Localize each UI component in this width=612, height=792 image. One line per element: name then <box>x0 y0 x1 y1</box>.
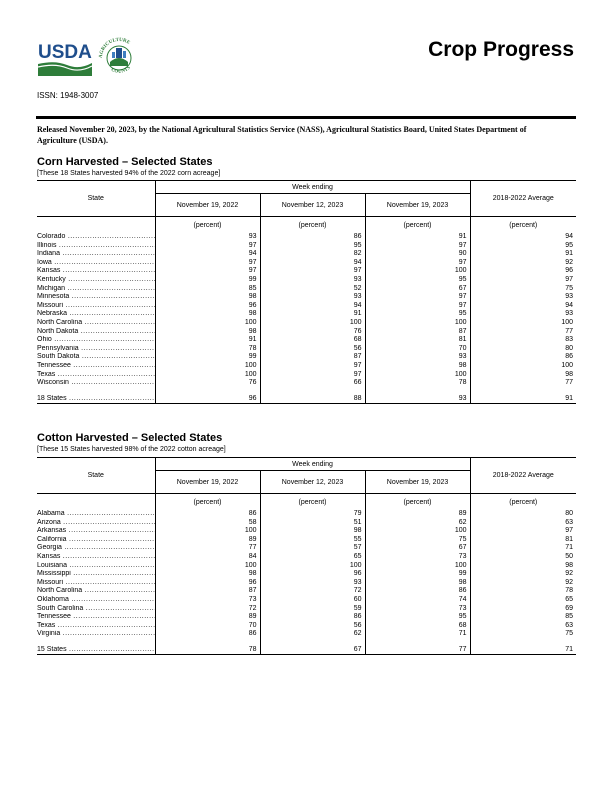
percent-value: 96 <box>155 302 260 311</box>
percent-value: 91 <box>155 336 260 345</box>
percent-value: 75 <box>365 536 470 545</box>
percent-value: 94 <box>260 302 365 311</box>
release-statement: Released November 20, 2023, by the National Agricultural Statistics Service (NASS), Agricultural Statistics Board, United States Department of Agriculture (USDA). <box>37 125 527 145</box>
percent-value: 60 <box>260 596 365 605</box>
percent-value: 92 <box>565 258 574 266</box>
percent-value: 97 <box>155 242 260 251</box>
percent-value: 98 <box>155 328 260 337</box>
unit-label: (percent) <box>365 494 470 511</box>
percent-value: 100 <box>365 562 470 571</box>
state-name-cell <box>37 319 155 328</box>
header-rule-thick <box>36 116 576 119</box>
state-name: Alabama ..... <box>37 510 155 517</box>
table-row <box>37 371 576 380</box>
unit-label: (percent) <box>365 217 470 234</box>
percent-value: 71 <box>365 630 470 639</box>
percent-value: 97 <box>365 293 470 302</box>
percent-value: 67 <box>365 285 470 294</box>
percent-value: 56 <box>260 345 365 354</box>
unit-label: (percent) <box>509 498 538 506</box>
percent-value: 58 <box>155 519 260 528</box>
percent-value: 100 <box>365 319 470 328</box>
state-name-cell <box>37 613 155 622</box>
state-name-cell <box>37 519 155 528</box>
percent-value: 72 <box>155 605 260 614</box>
state-name: Kansas ..... <box>37 267 155 274</box>
percent-value: 98 <box>365 362 470 371</box>
state-name: Tennessee ..... <box>37 362 155 369</box>
week-ending-header: Week ending <box>155 181 470 194</box>
state-name-cell <box>37 605 155 614</box>
state-name-cell <box>37 510 155 519</box>
state-name: North Carolina ..... <box>37 587 155 594</box>
state-name-cell <box>37 645 155 655</box>
unit-label: (percent) <box>260 217 365 234</box>
percent-value: 74 <box>365 596 470 605</box>
table-row <box>37 233 576 242</box>
percent-value: 97 <box>365 259 470 268</box>
percent-value: 80 <box>565 510 574 517</box>
state-name-cell <box>37 587 155 596</box>
percent-value: 94 <box>260 259 365 268</box>
percent-value: 100 <box>260 319 365 328</box>
percent-value: 100 <box>561 318 574 326</box>
percent-value: 100 <box>365 527 470 536</box>
percent-value: 97 <box>260 362 365 371</box>
agriculture-counts-seal <box>94 32 144 82</box>
average-column-header: 2018-2022 Average <box>470 181 576 217</box>
percent-value: 80 <box>565 344 574 352</box>
percent-value: 99 <box>155 276 260 285</box>
state-name-cell <box>37 630 155 639</box>
state-name-cell <box>37 553 155 562</box>
percent-value: 56 <box>260 622 365 631</box>
percent-value: 82 <box>260 250 365 259</box>
percent-value: 70 <box>155 622 260 631</box>
percent-value: 97 <box>365 242 470 251</box>
percent-value: 52 <box>260 285 365 294</box>
table-row <box>37 519 576 528</box>
unit-label: (percent) <box>509 221 538 229</box>
percent-value: 87 <box>365 328 470 337</box>
date-column-header: November 19, 2023 <box>365 471 470 494</box>
percent-value: 70 <box>365 345 470 354</box>
percent-value: 90 <box>365 250 470 259</box>
percent-value: 68 <box>365 622 470 631</box>
percent-value: 67 <box>365 544 470 553</box>
state-name-cell <box>37 362 155 371</box>
table-row <box>37 362 576 371</box>
state-name: Minnesota ..... <box>37 293 155 300</box>
percent-value: 97 <box>365 302 470 311</box>
percent-value: 100 <box>365 267 470 276</box>
svg-text:COUNTS: COUNTS <box>110 65 132 75</box>
cotton-section-title: Cotton Harvested – Selected States <box>37 432 223 444</box>
percent-value: 96 <box>260 570 365 579</box>
unit-row <box>37 494 576 511</box>
average-column-header: 2018-2022 Average <box>470 458 576 494</box>
percent-value: 100 <box>155 562 260 571</box>
percent-value: 79 <box>260 510 365 519</box>
percent-value: 100 <box>260 562 365 571</box>
percent-value: 99 <box>365 570 470 579</box>
percent-value: 94 <box>155 250 260 259</box>
percent-value: 98 <box>260 527 365 536</box>
table-row <box>37 267 576 276</box>
percent-value: 86 <box>260 613 365 622</box>
state-name: Texas ..... <box>37 622 155 629</box>
percent-value: 86 <box>260 233 365 242</box>
state-name: Colorado ..... <box>37 233 155 240</box>
percent-value: 78 <box>565 587 574 595</box>
percent-value: 91 <box>365 233 470 242</box>
percent-value: 87 <box>155 587 260 596</box>
percent-value: 76 <box>155 379 260 388</box>
state-name-cell <box>37 267 155 276</box>
percent-value: 67 <box>260 645 365 655</box>
percent-value: 51 <box>260 519 365 528</box>
percent-value: 97 <box>155 267 260 276</box>
table-row <box>37 379 576 388</box>
table-row <box>37 562 576 571</box>
state-name: Ohio ..... <box>37 336 155 343</box>
state-name-cell <box>37 250 155 259</box>
table-row <box>37 605 576 614</box>
state-name: Arizona ..... <box>37 519 155 526</box>
table-row <box>37 510 576 519</box>
percent-value: 86 <box>565 353 574 361</box>
table-row <box>37 276 576 285</box>
table-row <box>37 544 576 553</box>
corn-section-title: Corn Harvested – Selected States <box>37 156 213 168</box>
state-column-header: State <box>37 458 155 494</box>
issn-number: ISSN: 1948-3007 <box>37 91 99 100</box>
state-name-cell <box>37 379 155 388</box>
percent-value: 62 <box>365 519 470 528</box>
state-name-cell <box>37 285 155 294</box>
cotton-section-note: [These 15 States harvested 98% of the 2022 cotton acreage] <box>37 446 226 453</box>
table-row <box>37 302 576 311</box>
state-name: Arkansas ..... <box>37 527 155 534</box>
percent-value: 98 <box>565 370 574 378</box>
percent-value: 97 <box>565 527 574 535</box>
state-name: South Carolina ..... <box>37 605 155 612</box>
percent-value: 86 <box>155 510 260 519</box>
state-name: 15 States ..... <box>37 646 155 653</box>
unit-label: (percent) <box>155 494 260 511</box>
table-row <box>37 242 576 251</box>
state-name-cell <box>37 527 155 536</box>
state-name-cell <box>37 328 155 337</box>
percent-value: 71 <box>470 645 576 655</box>
table-row <box>37 622 576 631</box>
state-name-cell <box>37 570 155 579</box>
table-row <box>37 336 576 345</box>
state-name-cell <box>37 579 155 588</box>
percent-value: 100 <box>155 362 260 371</box>
percent-value: 95 <box>365 310 470 319</box>
state-name: California ..... <box>37 536 155 543</box>
table-row <box>37 310 576 319</box>
percent-value: 97 <box>155 259 260 268</box>
state-name: Michigan ..... <box>37 285 155 292</box>
percent-value: 63 <box>565 518 574 526</box>
percent-value: 93 <box>260 579 365 588</box>
page-title: Crop Progress <box>428 38 574 61</box>
table-row <box>37 285 576 294</box>
percent-value: 73 <box>365 553 470 562</box>
state-column-header: State <box>37 181 155 217</box>
state-name-cell <box>37 242 155 251</box>
state-name: Louisiana ..... <box>37 562 155 569</box>
unit-row <box>37 217 576 234</box>
percent-value: 85 <box>155 285 260 294</box>
percent-value: 75 <box>565 630 574 638</box>
unit-label: (percent) <box>260 494 365 511</box>
table-row <box>37 579 576 588</box>
state-name-cell <box>37 302 155 311</box>
table-row <box>37 319 576 328</box>
percent-value: 95 <box>365 276 470 285</box>
state-name: Georgia ..... <box>37 544 155 551</box>
state-name: Missouri ..... <box>37 302 155 309</box>
percent-value: 65 <box>565 595 574 603</box>
state-name-cell <box>37 345 155 354</box>
date-column-header: November 19, 2023 <box>365 194 470 217</box>
percent-value: 81 <box>565 535 574 543</box>
percent-value: 86 <box>155 630 260 639</box>
percent-value: 50 <box>565 552 574 560</box>
week-ending-header: Week ending <box>155 458 470 471</box>
percent-value: 62 <box>260 630 365 639</box>
percent-value: 89 <box>155 613 260 622</box>
state-name: Kansas ..... <box>37 553 155 560</box>
state-name: Missouri ..... <box>37 579 155 586</box>
date-column-header: November 12, 2023 <box>260 194 365 217</box>
total-row <box>37 394 576 404</box>
percent-value: 81 <box>365 336 470 345</box>
percent-value: 95 <box>365 613 470 622</box>
svg-text:AGRICULTURE: AGRICULTURE <box>98 37 131 59</box>
table-row <box>37 527 576 536</box>
table-row <box>37 630 576 639</box>
state-name: Wisconsin ..... <box>37 379 155 386</box>
table-row <box>37 328 576 337</box>
table-row <box>37 259 576 268</box>
percent-value: 96 <box>565 267 574 275</box>
percent-value: 66 <box>260 379 365 388</box>
cotton-harvested-table <box>37 457 576 655</box>
state-name-cell <box>37 596 155 605</box>
percent-value: 98 <box>155 570 260 579</box>
percent-value: 97 <box>565 275 574 283</box>
percent-value: 100 <box>155 319 260 328</box>
percent-value: 77 <box>565 379 574 387</box>
state-name: North Dakota ..... <box>37 328 155 335</box>
corn-harvested-table <box>37 180 576 404</box>
percent-value: 57 <box>260 544 365 553</box>
percent-value: 93 <box>155 233 260 242</box>
percent-value: 98 <box>565 561 574 569</box>
state-name-cell <box>37 562 155 571</box>
state-name-cell <box>37 353 155 362</box>
percent-value: 77 <box>565 327 574 335</box>
svg-text:USDA: USDA <box>38 42 92 63</box>
state-name: Oklahoma ..... <box>37 596 155 603</box>
usda-logo <box>37 38 93 78</box>
state-name: 18 States ..... <box>37 395 155 402</box>
percent-value: 96 <box>155 579 260 588</box>
percent-value: 55 <box>260 536 365 545</box>
percent-value: 93 <box>365 394 470 404</box>
state-name-cell <box>37 536 155 545</box>
percent-value: 85 <box>565 613 574 621</box>
percent-value: 96 <box>155 394 260 404</box>
percent-value: 97 <box>260 267 365 276</box>
table-row <box>37 353 576 362</box>
date-column-header: November 19, 2022 <box>155 194 260 217</box>
table-row <box>37 345 576 354</box>
state-name: Mississippi ..... <box>37 570 155 577</box>
state-name: Texas ..... <box>37 371 155 378</box>
table-row <box>37 596 576 605</box>
percent-value: 65 <box>260 553 365 562</box>
percent-value: 84 <box>155 553 260 562</box>
percent-value: 98 <box>155 293 260 302</box>
percent-value: 87 <box>260 353 365 362</box>
state-name: Indiana ..... <box>37 250 155 257</box>
percent-value: 95 <box>260 242 365 251</box>
state-name: Kentucky ..... <box>37 276 155 283</box>
state-name-cell <box>37 276 155 285</box>
state-name-cell <box>37 394 155 404</box>
percent-value: 92 <box>565 578 574 586</box>
state-name: Tennessee ..... <box>37 613 155 620</box>
percent-value: 100 <box>365 371 470 380</box>
percent-value: 94 <box>565 301 574 309</box>
percent-value: 73 <box>155 596 260 605</box>
percent-value: 93 <box>565 293 574 301</box>
percent-value: 78 <box>155 645 260 655</box>
percent-value: 97 <box>260 371 365 380</box>
percent-value: 93 <box>565 310 574 318</box>
state-name-cell <box>37 371 155 380</box>
percent-value: 63 <box>565 621 574 629</box>
percent-value: 89 <box>365 510 470 519</box>
date-column-header: November 12, 2023 <box>260 471 365 494</box>
state-name: Nebraska ..... <box>37 310 155 317</box>
percent-value: 91 <box>470 394 576 404</box>
percent-value: 100 <box>155 527 260 536</box>
percent-value: 78 <box>155 345 260 354</box>
table-row <box>37 553 576 562</box>
percent-value: 69 <box>565 604 574 612</box>
percent-value: 76 <box>260 328 365 337</box>
table-row <box>37 250 576 259</box>
percent-value: 73 <box>365 605 470 614</box>
percent-value: 83 <box>565 336 574 344</box>
state-name: Virginia ..... <box>37 630 155 637</box>
percent-value: 100 <box>561 361 574 369</box>
percent-value: 93 <box>260 276 365 285</box>
state-name: North Carolina ..... <box>37 319 155 326</box>
state-name-cell <box>37 310 155 319</box>
state-name-cell <box>37 622 155 631</box>
percent-value: 72 <box>260 587 365 596</box>
percent-value: 93 <box>260 293 365 302</box>
corn-section-note: [These 18 States harvested 94% of the 2022 corn acreage] <box>37 170 221 177</box>
state-name: South Dakota ..... <box>37 353 155 360</box>
date-column-header: November 19, 2022 <box>155 471 260 494</box>
percent-value: 91 <box>565 250 574 258</box>
state-name-cell <box>37 544 155 553</box>
percent-value: 89 <box>155 536 260 545</box>
state-name: Pennsylvania ..... <box>37 345 155 352</box>
percent-value: 93 <box>365 353 470 362</box>
percent-value: 68 <box>260 336 365 345</box>
percent-value: 88 <box>260 394 365 404</box>
table-row <box>37 536 576 545</box>
table-row <box>37 587 576 596</box>
percent-value: 59 <box>260 605 365 614</box>
percent-value: 78 <box>365 379 470 388</box>
percent-value: 91 <box>260 310 365 319</box>
state-name-cell <box>37 233 155 242</box>
percent-value: 99 <box>155 353 260 362</box>
state-name: Iowa ..... <box>37 259 155 266</box>
total-row <box>37 645 576 655</box>
percent-value: 98 <box>365 579 470 588</box>
state-name-cell <box>37 259 155 268</box>
table-row <box>37 570 576 579</box>
percent-value: 92 <box>565 570 574 578</box>
percent-value: 95 <box>565 241 574 249</box>
percent-value: 71 <box>565 544 574 552</box>
percent-value: 77 <box>365 645 470 655</box>
state-name: Illinois ..... <box>37 242 155 249</box>
percent-value: 75 <box>565 284 574 292</box>
percent-value: 77 <box>155 544 260 553</box>
percent-value: 86 <box>365 587 470 596</box>
unit-label: (percent) <box>155 217 260 234</box>
state-name-cell <box>37 293 155 302</box>
table-row <box>37 293 576 302</box>
percent-value: 98 <box>155 310 260 319</box>
percent-value: 100 <box>155 371 260 380</box>
state-name-cell <box>37 336 155 345</box>
table-row <box>37 613 576 622</box>
percent-value: 94 <box>565 233 574 240</box>
